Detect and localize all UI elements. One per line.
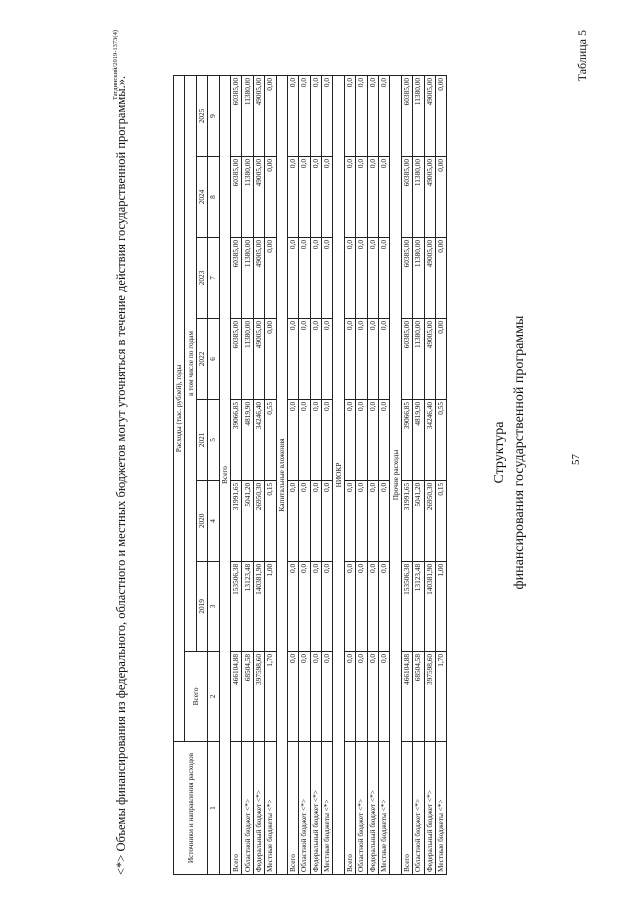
- value-cell: 397598,60: [253, 651, 264, 741]
- column-number: 5: [208, 399, 219, 480]
- value-cell: 26950,30: [424, 480, 435, 561]
- value-cell: 60385,00: [401, 237, 412, 318]
- value-cell: 0,0: [310, 318, 321, 399]
- value-cell: 49005,00: [253, 318, 264, 399]
- column-number: 1: [208, 742, 219, 875]
- year-header: 2021: [196, 399, 207, 480]
- value-cell: 60385,00: [230, 318, 241, 399]
- row-label: Федеральный бюджет <*>: [424, 742, 435, 875]
- value-cell: 11380,00: [242, 237, 253, 318]
- table-row: [322, 76, 333, 875]
- title-line-1: Структура: [492, 421, 507, 484]
- value-cell: 0,0: [356, 480, 367, 561]
- value-cell: 0,55: [265, 399, 276, 480]
- value-cell: 0,0: [287, 76, 298, 157]
- value-cell: 153506,38: [230, 561, 241, 651]
- row-label: Всего: [230, 742, 241, 875]
- year-header: 2025: [196, 76, 207, 157]
- value-cell: 0,0: [379, 651, 390, 741]
- value-cell: 0,0: [344, 561, 355, 651]
- value-cell: 0,0: [344, 76, 355, 157]
- value-cell: 60385,00: [401, 157, 412, 238]
- value-cell: 0,0: [344, 399, 355, 480]
- row-label: Областной бюджет <*>: [356, 742, 367, 875]
- row-label: Местные бюджеты <*>: [265, 742, 276, 875]
- table-row: [344, 76, 355, 875]
- section-title: НИОКР: [333, 76, 344, 875]
- value-cell: 13123,48: [242, 561, 253, 651]
- section-title-row: [390, 76, 401, 875]
- column-number: 2: [208, 651, 219, 741]
- value-cell: 0,0: [344, 318, 355, 399]
- section-title: Прочие расходы: [390, 76, 401, 875]
- table-row: [242, 76, 253, 875]
- value-cell: 0,0: [299, 318, 310, 399]
- value-cell: 0,0: [367, 399, 378, 480]
- column-number: 6: [208, 318, 219, 399]
- column-number-row: [208, 76, 219, 875]
- value-cell: 0,0: [310, 480, 321, 561]
- value-cell: 0,00: [265, 76, 276, 157]
- year-header: 2024: [196, 157, 207, 238]
- value-cell: 1,00: [265, 561, 276, 651]
- value-cell: 0,0: [344, 480, 355, 561]
- value-cell: 0,0: [287, 651, 298, 741]
- value-cell: 1,00: [435, 561, 446, 651]
- value-cell: 0,0: [379, 480, 390, 561]
- table-row: [253, 76, 264, 875]
- column-number: 9: [208, 76, 219, 157]
- column-number: 4: [208, 480, 219, 561]
- table-row: [299, 76, 310, 875]
- row-label: Местные бюджеты <*>: [322, 742, 333, 875]
- value-cell: 11380,00: [413, 237, 424, 318]
- value-cell: 0,0: [299, 561, 310, 651]
- value-cell: 0,0: [367, 561, 378, 651]
- row-label: Областной бюджет <*>: [299, 742, 310, 875]
- table-row: [230, 76, 241, 875]
- value-cell: 68504,58: [413, 651, 424, 741]
- value-cell: 0,0: [367, 318, 378, 399]
- row-label: Всего: [287, 742, 298, 875]
- value-cell: 11380,00: [242, 157, 253, 238]
- value-cell: 397598,60: [424, 651, 435, 741]
- value-cell: 140381,90: [253, 561, 264, 651]
- value-cell: 0,0: [367, 651, 378, 741]
- column-number: 8: [208, 157, 219, 238]
- value-cell: 49005,00: [253, 237, 264, 318]
- table-row: [401, 76, 412, 875]
- row-label: Местные бюджеты <*>: [379, 742, 390, 875]
- row-label: Всего: [344, 742, 355, 875]
- value-cell: 49005,00: [424, 157, 435, 238]
- value-cell: 0,0: [322, 76, 333, 157]
- value-cell: 0,0: [344, 157, 355, 238]
- value-cell: 153506,38: [401, 561, 412, 651]
- value-cell: 0,0: [310, 651, 321, 741]
- value-cell: 0,0: [287, 157, 298, 238]
- value-cell: 26950,30: [253, 480, 264, 561]
- value-cell: 0,0: [310, 561, 321, 651]
- value-cell: 11380,00: [413, 76, 424, 157]
- value-cell: 0,0: [287, 318, 298, 399]
- value-cell: 0,00: [265, 157, 276, 238]
- value-cell: 0,00: [435, 157, 446, 238]
- value-cell: 0,0: [287, 480, 298, 561]
- value-cell: 49005,00: [424, 318, 435, 399]
- table-row: [367, 76, 378, 875]
- table-row: [379, 76, 390, 875]
- table-row: [435, 76, 446, 875]
- value-cell: 0,0: [356, 237, 367, 318]
- value-cell: 0,0: [356, 651, 367, 741]
- value-cell: 0,0: [287, 399, 298, 480]
- value-cell: 0,0: [322, 157, 333, 238]
- value-cell: 31991,65: [230, 480, 241, 561]
- value-cell: 34246,40: [424, 399, 435, 480]
- row-label: Федеральный бюджет <*>: [310, 742, 321, 875]
- value-cell: 0,0: [379, 561, 390, 651]
- value-cell: 0,0: [356, 399, 367, 480]
- header-expenses: Расходы (тыс. рублей), годы: [174, 76, 185, 742]
- value-cell: 0,0: [310, 237, 321, 318]
- section-title: Капитальные вложения: [276, 76, 287, 875]
- row-label: Областной бюджет <*>: [413, 742, 424, 875]
- value-cell: 4819,90: [413, 399, 424, 480]
- value-cell: 0,0: [379, 76, 390, 157]
- table-label: Таблица 5: [575, 30, 589, 82]
- value-cell: 0,0: [367, 157, 378, 238]
- value-cell: 0,0: [299, 157, 310, 238]
- value-cell: 0,0: [299, 399, 310, 480]
- section-title-row: [219, 76, 230, 875]
- year-header: 2019: [196, 561, 207, 651]
- value-cell: 0,00: [435, 318, 446, 399]
- value-cell: 39066,85: [401, 399, 412, 480]
- value-cell: 60385,00: [230, 237, 241, 318]
- value-cell: 0,0: [287, 237, 298, 318]
- value-cell: 0,0: [322, 651, 333, 741]
- value-cell: 0,00: [435, 76, 446, 157]
- value-cell: 0,15: [435, 480, 446, 561]
- value-cell: 34246,40: [253, 399, 264, 480]
- value-cell: 5041,20: [413, 480, 424, 561]
- value-cell: 0,0: [310, 157, 321, 238]
- row-label: Областной бюджет <*>: [242, 742, 253, 875]
- value-cell: 49005,00: [424, 76, 435, 157]
- value-cell: 0,0: [299, 237, 310, 318]
- value-cell: 0,0: [287, 561, 298, 651]
- value-cell: 13123,48: [413, 561, 424, 651]
- column-number: 3: [208, 561, 219, 651]
- value-cell: 466104,88: [401, 651, 412, 741]
- table-row: [413, 76, 424, 875]
- table-row: [287, 76, 298, 875]
- column-number: 7: [208, 237, 219, 318]
- value-cell: 49005,00: [424, 237, 435, 318]
- value-cell: 11380,00: [413, 318, 424, 399]
- value-cell: 0,0: [310, 76, 321, 157]
- value-cell: 0,0: [322, 237, 333, 318]
- value-cell: 0,0: [379, 237, 390, 318]
- row-label: Федеральный бюджет <*>: [367, 742, 378, 875]
- value-cell: 11380,00: [242, 76, 253, 157]
- value-cell: 39066,85: [230, 399, 241, 480]
- value-cell: 0,0: [322, 480, 333, 561]
- value-cell: 11380,00: [242, 318, 253, 399]
- financing-table: [173, 75, 447, 875]
- header-total: Всего: [185, 651, 208, 741]
- value-cell: 1,70: [435, 651, 446, 741]
- value-cell: 60385,00: [230, 76, 241, 157]
- value-cell: 68504,58: [242, 651, 253, 741]
- table-row: [310, 76, 321, 875]
- value-cell: 0,0: [322, 399, 333, 480]
- section-title-row: [276, 76, 287, 875]
- value-cell: 60385,00: [230, 157, 241, 238]
- value-cell: 0,15: [265, 480, 276, 561]
- title-line-2: финансирования государственной программы: [512, 315, 527, 590]
- value-cell: 0,0: [356, 318, 367, 399]
- value-cell: 466104,88: [230, 651, 241, 741]
- value-cell: 4819,90: [242, 399, 253, 480]
- value-cell: 0,0: [299, 651, 310, 741]
- row-label: Федеральный бюджет <*>: [253, 742, 264, 875]
- row-label: Всего: [401, 742, 412, 875]
- footnote: <*> Объемы финансирования из федерального, областного и местных бюджетов могут уточняться в течение действия государственной программы.».: [114, 75, 128, 875]
- section-title-row: [333, 76, 344, 875]
- value-cell: 0,0: [322, 561, 333, 651]
- row-label: Местные бюджеты <*>: [435, 742, 446, 875]
- value-cell: 5041,20: [242, 480, 253, 561]
- value-cell: 0,0: [322, 318, 333, 399]
- value-cell: 0,0: [356, 157, 367, 238]
- value-cell: 0,00: [265, 237, 276, 318]
- value-cell: 0,0: [379, 399, 390, 480]
- value-cell: 0,0: [299, 76, 310, 157]
- section-title: Всего: [219, 76, 230, 875]
- header-including: в том числе по годам: [185, 76, 196, 652]
- value-cell: 0,55: [435, 399, 446, 480]
- value-cell: 0,0: [356, 76, 367, 157]
- value-cell: 31991,65: [401, 480, 412, 561]
- value-cell: 0,0: [379, 157, 390, 238]
- table-row: [424, 76, 435, 875]
- table-row: [356, 76, 367, 875]
- value-cell: 60385,00: [401, 76, 412, 157]
- year-header: 2022: [196, 318, 207, 399]
- value-cell: 0,0: [299, 480, 310, 561]
- value-cell: 0,00: [265, 318, 276, 399]
- value-cell: 140381,90: [424, 561, 435, 651]
- year-header: 2020: [196, 480, 207, 561]
- value-cell: 49005,00: [253, 157, 264, 238]
- header-sources: Источники и направления расходов: [174, 742, 208, 875]
- value-cell: 49005,00: [253, 76, 264, 157]
- value-cell: 0,0: [367, 237, 378, 318]
- page-number: 57: [570, 454, 582, 465]
- value-cell: 0,0: [379, 318, 390, 399]
- value-cell: 0,0: [356, 561, 367, 651]
- value-cell: 0,0: [367, 480, 378, 561]
- value-cell: 0,00: [435, 237, 446, 318]
- value-cell: 0,0: [344, 237, 355, 318]
- value-cell: 1,70: [265, 651, 276, 741]
- value-cell: 60385,00: [401, 318, 412, 399]
- value-cell: 0,0: [310, 399, 321, 480]
- year-header: 2023: [196, 237, 207, 318]
- value-cell: 0,0: [344, 651, 355, 741]
- value-cell: 0,0: [367, 76, 378, 157]
- table-row: [265, 76, 276, 875]
- side-code: Татдинский/2019-1373(4): [112, 30, 119, 101]
- value-cell: 11380,00: [413, 157, 424, 238]
